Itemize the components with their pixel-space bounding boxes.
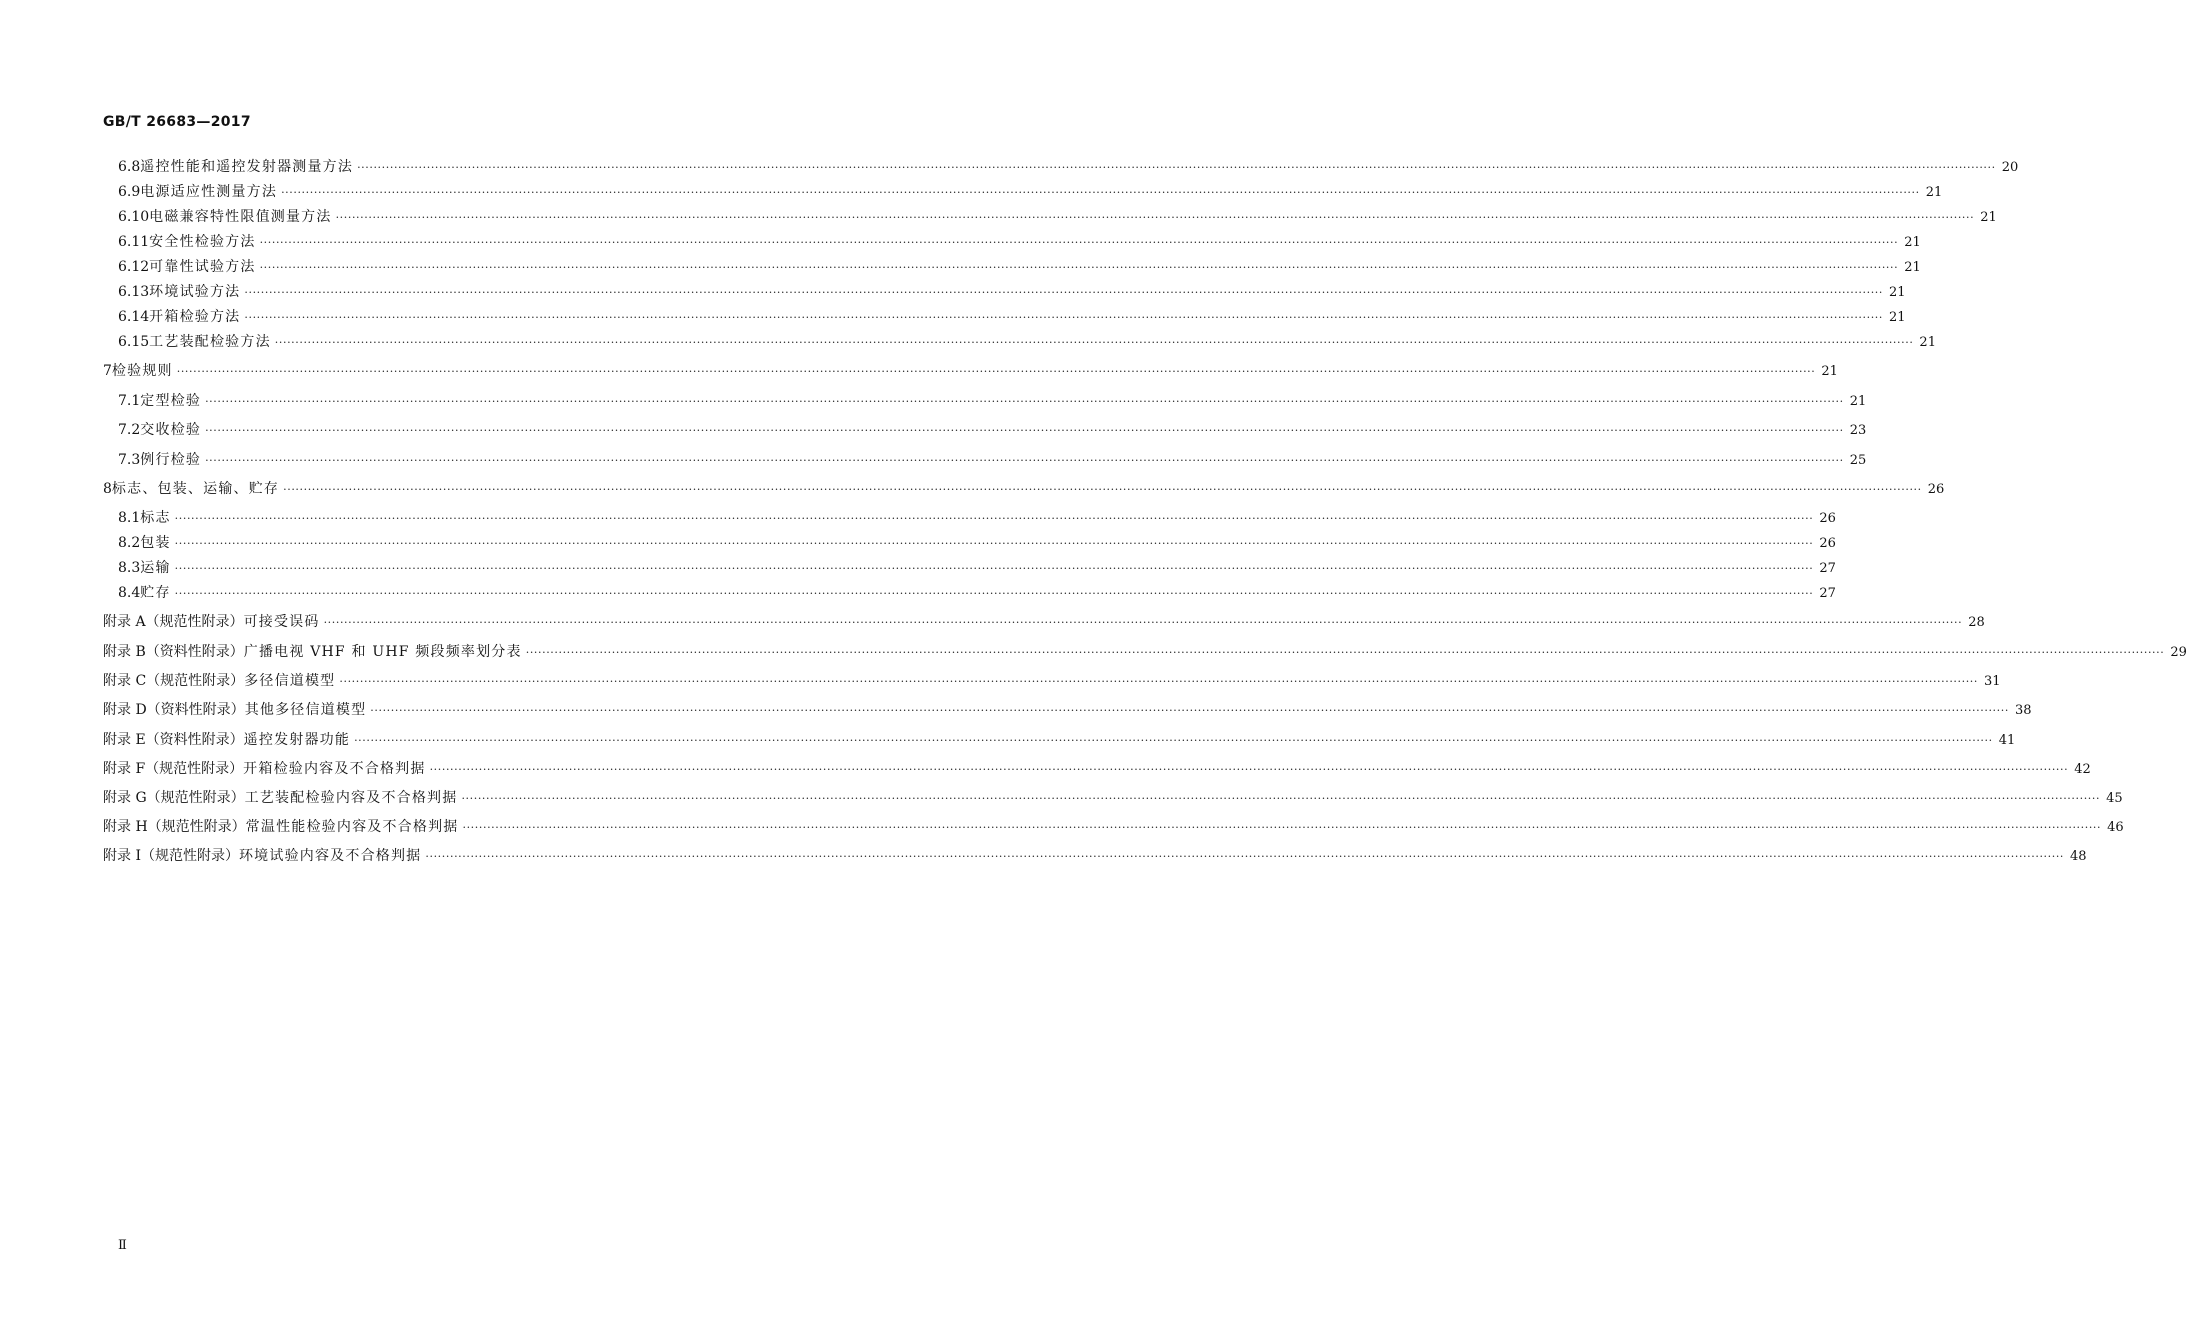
toc-entry-title: 检验规则 (111, 363, 173, 379)
toc-entry-page: 38 (2014, 703, 2032, 718)
toc-entry-title: 贮存 (140, 585, 171, 601)
toc-entry-number: 8.2 (118, 535, 141, 551)
toc-entry-number: 6.15 (118, 334, 150, 350)
toc-entry[interactable] (103, 789, 2123, 807)
toc-entry[interactable] (118, 233, 1921, 251)
toc-entry-page: 20 (2001, 160, 2019, 175)
toc-entry-page: 21 (1821, 364, 1838, 379)
toc-entry-title: 电源适应性测量方法 (140, 184, 278, 200)
toc-entry-number: 6.8 (118, 159, 141, 175)
toc-entry-page: 21 (1849, 394, 1867, 409)
toc-entry-number: 附录 A（规范性附录） (103, 614, 244, 630)
toc-entry[interactable] (103, 643, 2187, 661)
toc-entry[interactable] (118, 559, 1836, 577)
toc-entry-title: 多径信道模型 (244, 673, 336, 689)
toc-entry-title: 可靠性试验方法 (149, 259, 256, 275)
toc-entry-page: 21 (1925, 185, 1943, 200)
toc-entry-title: 标志、包装、运输、贮存 (111, 481, 280, 497)
toc-entry[interactable] (103, 847, 2087, 865)
toc-entry-title: 常温性能检验内容及不合格判据 (245, 819, 459, 835)
toc-entry-page: 31 (1984, 674, 2001, 689)
toc-entry[interactable] (103, 731, 2016, 749)
toc-dot-leader: ················································································································································································································································································································································································································ (425, 850, 2065, 863)
toc-entry-title: 开箱检验方法 (149, 309, 241, 325)
toc-entry[interactable] (118, 584, 1836, 602)
toc-dot-leader: ················································································································································································································································································································································································································ (461, 792, 2101, 805)
toc-entry-number: 6.13 (118, 284, 150, 300)
toc-entry[interactable] (118, 308, 1906, 326)
toc-entry-page: 25 (1849, 453, 1867, 468)
toc-dot-leader: ················································································································································································································································································································································································································ (429, 763, 2069, 776)
toc-dot-leader: ················································································································································································································································································································································································································ (259, 261, 1899, 274)
toc-entry-page: 29 (2170, 645, 2187, 660)
toc-entry-page: 28 (1968, 615, 1985, 630)
toc-entry-page: 21 (1889, 310, 1906, 325)
toc-entry-number: 6.10 (118, 209, 150, 225)
toc-entry-title: 其他多径信道模型 (244, 702, 367, 718)
toc-dot-leader: ················································································································································································································································································································································································································ (370, 704, 2009, 717)
toc-entry-number: 8.4 (118, 585, 141, 601)
toc-entry[interactable] (118, 183, 1943, 201)
toc-entry[interactable] (118, 451, 1867, 469)
toc-entry-number: 附录 F（规范性附录） (103, 761, 244, 777)
toc-entry[interactable] (118, 392, 1867, 410)
toc-entry-page: 21 (1889, 285, 1906, 300)
toc-entry-title: 工艺装配检验内容及不合格判据 (244, 790, 458, 806)
toc-entry[interactable] (118, 509, 1836, 527)
toc-entry[interactable] (103, 362, 1838, 380)
toc-entry-page: 21 (1904, 235, 1921, 250)
toc-entry-title: 安全性检验方法 (149, 234, 256, 250)
toc-entry-number: 6.12 (118, 259, 150, 275)
toc-entry-number: 附录 H（规范性附录） (103, 819, 246, 835)
toc-entry-title: 运输 (140, 560, 171, 576)
toc-entry-page: 21 (1919, 335, 1936, 350)
toc-entry-number: 附录 B（资料性附录） (103, 644, 244, 660)
toc-entry-number: 附录 C（规范性附录） (103, 673, 245, 689)
toc-entry[interactable] (118, 333, 1936, 351)
toc-dot-leader: ················································································································································································································································································································································································································ (354, 734, 1993, 747)
toc-entry-number: 8.1 (118, 510, 141, 526)
toc-entry-title: 定型检验 (140, 393, 202, 409)
toc-entry[interactable] (103, 613, 1985, 631)
toc-entry-title: 标志 (140, 510, 171, 526)
toc-entry-page: 41 (1998, 733, 2016, 748)
toc-entry-number: 附录 E（资料性附录） (103, 732, 244, 748)
toc-entry[interactable] (103, 760, 2091, 778)
toc-entry[interactable] (118, 421, 1867, 439)
toc-entry-page: 21 (1980, 210, 1997, 225)
toc-entry-page: 26 (1927, 482, 1945, 497)
toc-dot-leader: ················································································································································································································································································································································································································ (335, 211, 1975, 224)
toc-dot-leader: ················································································································································································································································································································································································································ (244, 286, 1884, 299)
toc-entry-title: 遥控发射器功能 (243, 732, 351, 748)
toc-entry-page: 27 (1819, 586, 1836, 601)
toc-entry[interactable] (103, 480, 1945, 498)
toc-entry-number: 6.14 (118, 309, 150, 325)
toc-entry-title: 交收检验 (140, 422, 202, 438)
toc-entry[interactable] (118, 208, 1997, 226)
toc-dot-leader: ················································································································································································································································································································································································································ (462, 821, 2102, 834)
toc-entry-page: 48 (2070, 849, 2087, 864)
toc-entry-page: 27 (1819, 561, 1836, 576)
toc-dot-leader: ················································································································································································································································································································································································································ (174, 537, 1814, 550)
toc-dot-leader: ················································································································································································································································································································································································································ (274, 336, 1914, 349)
toc-entry-page: 45 (2106, 791, 2123, 806)
toc-dot-leader: ················································································································································································································································································································································································································ (259, 236, 1899, 249)
toc-entry-page: 46 (2107, 820, 2124, 835)
toc-entry[interactable] (103, 701, 2032, 719)
toc-entry[interactable] (118, 258, 1921, 276)
toc-entry-number: 7.2 (118, 422, 141, 438)
page-number: Ⅱ (118, 1238, 127, 1253)
toc-dot-leader: ················································································································································································································································································································································································································ (205, 424, 1844, 437)
toc-entry-number: 8.3 (118, 560, 141, 576)
toc-entry-title: 遥控性能和遥控发射器测量方法 (140, 159, 354, 175)
document-code: GB/T 26683—2017 (103, 114, 251, 130)
toc-entry-number: 附录 D（资料性附录） (103, 702, 245, 718)
toc-entry-title: 环境试验内容及不合格判据 (238, 848, 422, 864)
toc-entry-number: 附录 I（规范性附录） (103, 848, 239, 864)
toc-entry-page: 23 (1849, 423, 1867, 438)
toc-dot-leader: ················································································································································································································································································································································································································ (283, 483, 1922, 496)
toc-entry-title: 工艺装配检验方法 (149, 334, 271, 350)
toc-entry[interactable] (118, 534, 1836, 552)
toc-entry[interactable] (118, 158, 2019, 176)
toc-entry-page: 26 (1819, 511, 1836, 526)
toc-entry[interactable] (118, 283, 1906, 301)
toc-entry-number: 7 (103, 363, 112, 379)
toc-entry-page: 21 (1904, 260, 1921, 275)
toc-entry-title: 包装 (140, 535, 171, 551)
toc-entry-number: 8 (103, 481, 112, 497)
toc-entry-title: 开箱检验内容及不合格判据 (243, 761, 426, 777)
toc-entry-title: 电磁兼容特性限值测量方法 (149, 209, 332, 225)
toc-dot-leader: ················································································································································································································································································································································································································ (174, 512, 1814, 525)
toc-dot-leader: ················································································································································································································································································································································································································ (176, 365, 1816, 378)
toc-entry-number: 6.9 (118, 184, 141, 200)
toc-entry-title: 广播电视 VHF 和 UHF 频段频率划分表 (243, 644, 522, 660)
toc-dot-leader: ················································································································································································································································································································································································································ (323, 616, 1963, 629)
toc-entry-number: 7.3 (118, 452, 141, 468)
toc-dot-leader: ················································································································································································································································································································································································································ (205, 395, 1844, 408)
toc-dot-leader: ················································································································································································································································································································································································································ (281, 186, 1920, 199)
toc-dot-leader: ················································································································································································································································································································································································································ (174, 587, 1814, 600)
toc-dot-leader: ················································································································································································································································································································································································································ (244, 311, 1884, 324)
toc-dot-leader: ················································································································································································································································································································································································································ (205, 454, 1844, 467)
toc-entry-title: 可接受误码 (243, 614, 320, 630)
toc-entry-title: 环境试验方法 (149, 284, 241, 300)
toc-entry-title: 例行检验 (140, 452, 202, 468)
toc-entry-number: 附录 G（规范性附录） (103, 790, 245, 806)
toc-entry-page: 42 (2074, 762, 2091, 777)
toc-entry[interactable] (103, 818, 2124, 836)
toc-dot-leader: ················································································································································································································································································································································································································ (525, 646, 2165, 659)
toc-entry-page: 26 (1819, 536, 1836, 551)
toc-dot-leader: ················································································································································································································································································································································································································ (357, 161, 1996, 174)
toc-dot-leader: ················································································································································································································································································································································································································ (174, 562, 1814, 575)
toc-dot-leader: ················································································································································································································································································································································································································ (339, 675, 1979, 688)
toc-entry-number: 6.11 (118, 234, 150, 250)
toc-entry[interactable] (103, 672, 2001, 690)
toc-entry-number: 7.1 (118, 393, 141, 409)
